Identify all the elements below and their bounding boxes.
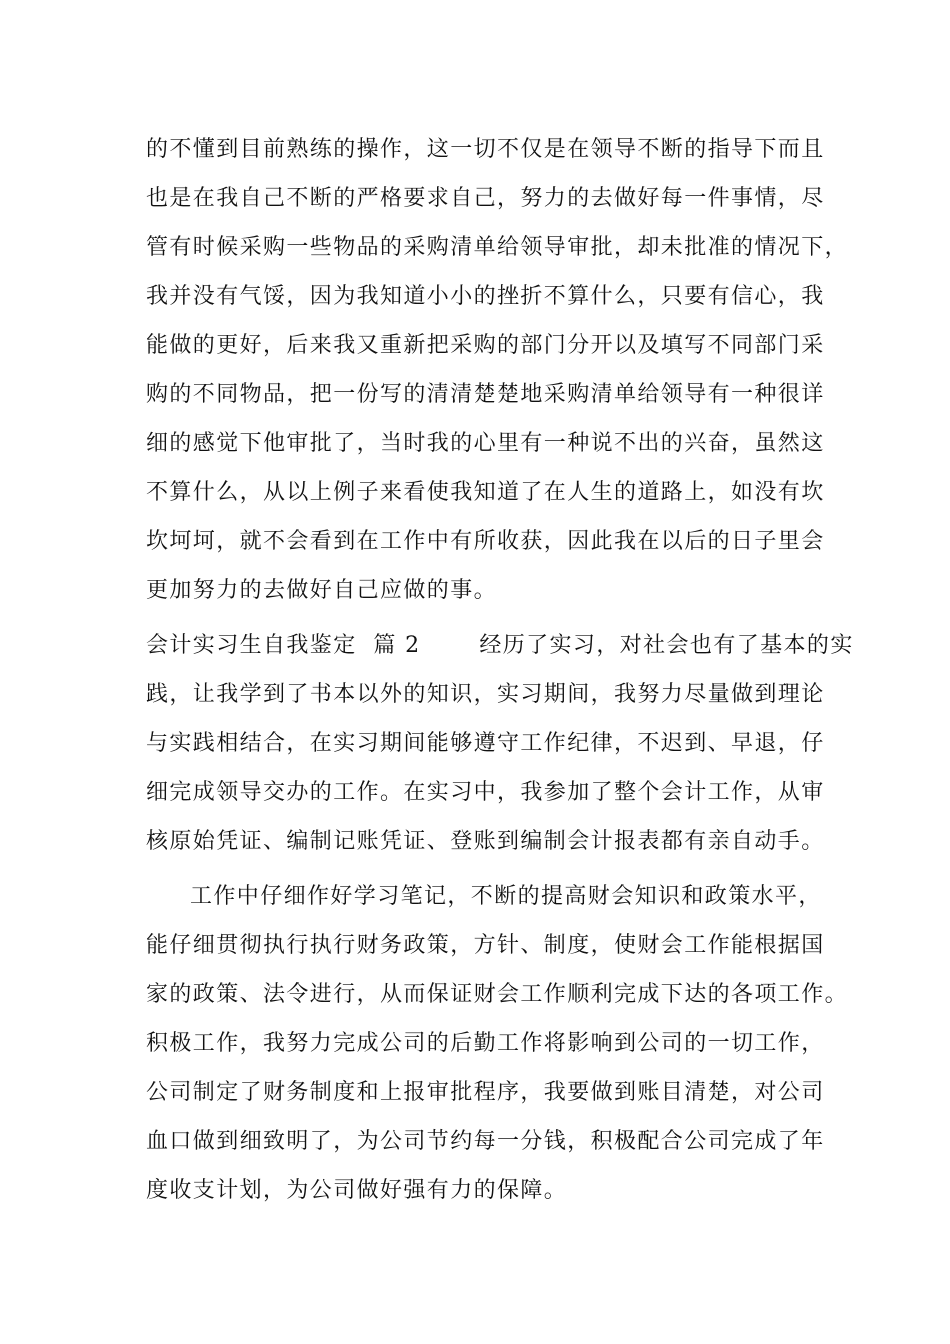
text-line: 公司制定了财务制度和上报审批程序，我要做到账目清楚，对公司 — [146, 1080, 825, 1105]
text-line: 血口做到细致明了，为公司节约每一分钱，积极配合公司完成了年 — [146, 1129, 825, 1154]
text-line: 我并没有气馁，因为我知道小小的挫折不算什么，只要有信心，我 — [146, 284, 825, 309]
text-line: 坎坷坷，就不会看到在工作中有所收获，因此我在以后的日子里会 — [146, 529, 825, 554]
text-line: 与实践相结合，在实习期间能够遵守工作纪律，不迟到、早退，仔 — [146, 731, 825, 756]
text-line: 也是在我自己不断的严格要求自己，努力的去做好每一件事情，尽 — [146, 186, 825, 211]
text-line: 能仔细贯彻执行执行财务政策，方针、制度，使财会工作能根据国 — [146, 933, 825, 958]
text-line: 家的政策、法令进行，从而保证财会工作顺利完成下达的各项工作。 — [146, 982, 849, 1007]
text-line: 细完成领导交办的工作。在实习中，我参加了整个会计工作，从审 — [146, 780, 825, 805]
text-line: 核原始凭证、编制记账凭证、登账到编制会计报表都有亲自动手。 — [146, 829, 825, 854]
text-line: 度收支计划，为公司做好强有力的保障。 — [146, 1178, 568, 1203]
paragraph-start-line: 工作中仔细作好学习笔记，不断的提高财会知识和政策水平， — [190, 884, 822, 909]
text-line: 的不懂到目前熟练的操作，这一切不仅是在领导不断的指导下而且 — [146, 137, 825, 162]
text-line: 践，让我学到了书本以外的知识，实习期间，我努力尽量做到理论 — [146, 682, 825, 707]
text-line: 管有时候采购一些物品的采购清单给领导审批，却未批准的情况下， — [146, 235, 849, 260]
text-line: 细的感觉下他审批了，当时我的心里有一种说不出的兴奋，虽然这 — [146, 431, 825, 456]
section-heading-line: 会计实习生自我鉴定 篇 2 经历了实习，对社会也有了基本的实 — [146, 633, 854, 658]
text-line: 能做的更好，后来我又重新把采购的部门分开以及填写不同部门采 — [146, 333, 825, 358]
text-line: 购的不同物品，把一份写的清清楚楚地采购清单给领导有一种很详 — [146, 382, 825, 407]
text-line: 更加努力的去做好自己应做的事。 — [146, 578, 498, 603]
text-line: 不算什么，从以上例子来看使我知道了在人生的道路上，如没有坎 — [146, 480, 825, 505]
text-line: 积极工作，我努力完成公司的后勤工作将影响到公司的一切工作， — [146, 1031, 825, 1056]
